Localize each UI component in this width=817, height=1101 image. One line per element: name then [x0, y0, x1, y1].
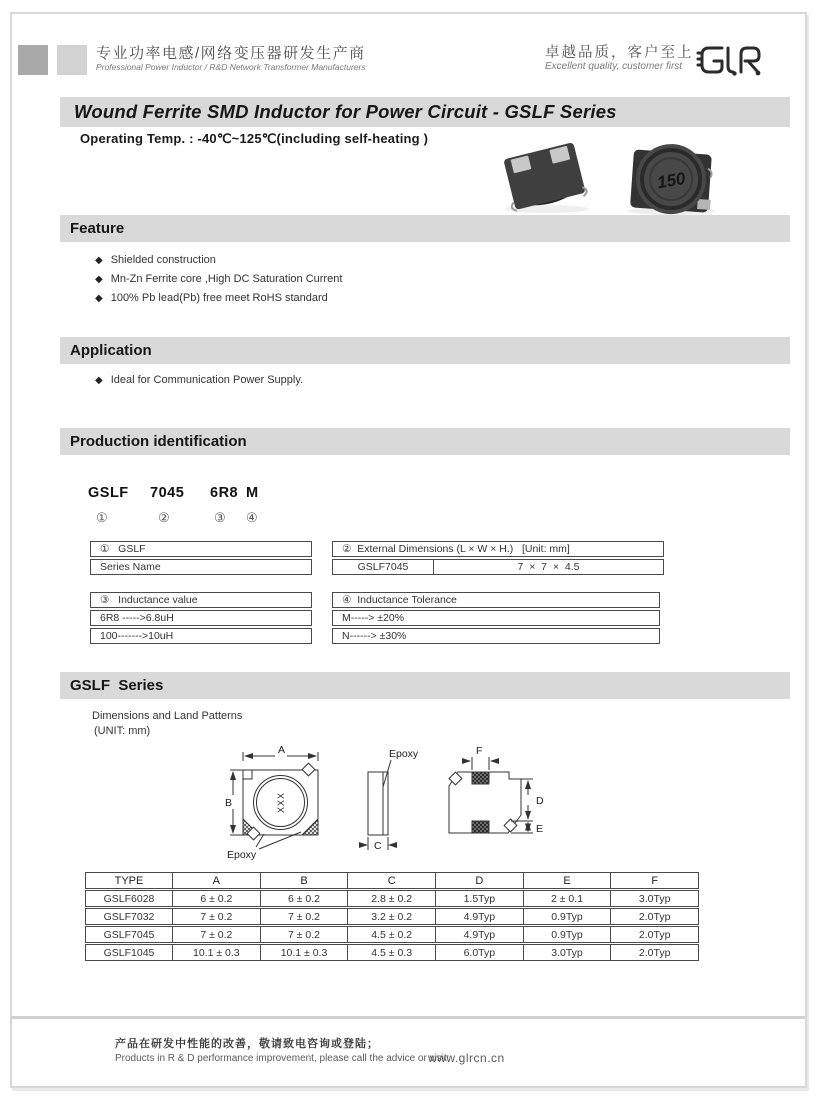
table-row: 100------->10uH	[90, 628, 312, 644]
dim-label-d: D	[536, 795, 544, 807]
footer-website-url: www.glrcn.cn	[428, 1051, 505, 1065]
table-cell: 2.8 ± 0.2	[347, 890, 436, 907]
list-item	[95, 273, 342, 285]
part-number-inductance: 6R8	[210, 485, 239, 501]
column-header: D	[435, 872, 524, 889]
table-row: Series Name	[90, 559, 312, 575]
section-heading-production-identification: Production identification	[60, 428, 790, 455]
table-header: ③ Inductance value	[90, 592, 312, 608]
epoxy-label: Epoxy	[389, 748, 419, 760]
table-row	[85, 944, 699, 961]
feature-item-text: 100% Pb lead(Pb) free meet RoHS standard	[110, 292, 328, 304]
table-cell: 4.9Typ	[435, 926, 524, 943]
table-cell: GSLF7032	[85, 908, 173, 925]
table-cell: 2.0Typ	[610, 926, 699, 943]
feature-list	[95, 254, 342, 311]
table-header: ② External Dimensions (L × W × H.) [Unit: mm]	[332, 541, 664, 557]
table-row: M-----> ±20%	[332, 610, 660, 626]
slogan-cn: 卓越品质，客户至上	[545, 45, 694, 61]
table-cell: 4.5 ± 0.3	[347, 944, 436, 961]
table-header: ④ Inductance Tolerance	[332, 592, 660, 608]
table-cell: 3.0Typ	[523, 944, 612, 961]
table-cell: 0.9Typ	[523, 926, 612, 943]
feature-item-text: Shielded construction	[110, 254, 216, 266]
external-dimensions-table	[332, 541, 664, 577]
company-name-cn: 专业功率电感/网络变压器研发生产商	[96, 45, 366, 62]
inductor-photo-bottom-view	[500, 142, 588, 214]
table-cell: 2 ± 0.1	[523, 890, 612, 907]
table-cell: 3.0Typ	[610, 890, 699, 907]
slogan-en: Excellent quality, customer first	[545, 61, 683, 72]
dimensions-subheading: Dimensions and Land Patterns	[92, 710, 243, 722]
dim-label-f: F	[476, 745, 483, 757]
column-header: C	[347, 872, 436, 889]
table-row: 6R8 ----->6.8uH	[90, 610, 312, 626]
part-number-series: GSLF	[88, 485, 129, 501]
footer-divider	[11, 1016, 805, 1019]
unit-note: (UNIT: mm)	[94, 725, 151, 737]
table-cell: 7 ± 0.2	[260, 926, 349, 943]
dim-label-a: A	[278, 745, 286, 756]
column-header: F	[610, 872, 699, 889]
application-item-text: Ideal for Communication Power Supply.	[110, 374, 304, 386]
table-cell: 7 ± 0.2	[260, 908, 349, 925]
table-cell: 4.5 ± 0.2	[347, 926, 436, 943]
table-header-row	[85, 872, 699, 889]
diamond-bullet-icon: ◆	[95, 273, 103, 285]
table-cell: 10.1 ± 0.3	[260, 944, 349, 961]
circled-number-4: ④	[246, 510, 258, 525]
column-header: E	[523, 872, 612, 889]
inductance-value-table	[90, 592, 312, 646]
company-name-en: Professional Power Inductor / R&D Network Transformer Manufacturers	[96, 62, 366, 72]
inductor-photo-top-view	[630, 141, 715, 216]
decor-square-dark	[18, 45, 48, 75]
column-header: B	[260, 872, 349, 889]
list-item	[95, 254, 342, 266]
table-cell: 10.1 ± 0.3	[172, 944, 261, 961]
table-cell: 0.9Typ	[523, 908, 612, 925]
table-header: ① GSLF	[90, 541, 312, 557]
circled-number-1: ①	[96, 510, 108, 525]
table-cell: 1.5Typ	[435, 890, 524, 907]
section-heading-gslf-series: GSLF Series	[60, 672, 790, 699]
table-cell: GSLF7045	[85, 926, 173, 943]
product-photos	[485, 136, 740, 221]
circled-number-2: ②	[158, 510, 170, 525]
inductance-marking: 150	[655, 168, 687, 193]
inductance-tolerance-table	[332, 592, 660, 646]
footer-note-cn: 产品在研发中性能的改善，敬请致电咨询或登陆；	[115, 1038, 379, 1050]
table-cell: GSLF1045	[85, 944, 173, 961]
dim-label-b: B	[225, 797, 233, 809]
table-cell: GSLF6028	[85, 890, 173, 907]
table-cell: 7 ± 0.2	[172, 926, 261, 943]
application-list	[95, 374, 303, 393]
dim-label-c: C	[374, 840, 382, 852]
part-number-tolerance: M	[246, 485, 259, 501]
column-header: A	[172, 872, 261, 889]
part-number-dimension: 7045	[150, 485, 185, 501]
table-cell-size: 7 × 7 × 4.5	[517, 561, 580, 573]
diamond-bullet-icon: ◆	[95, 374, 103, 386]
table-cell: 6 ± 0.2	[260, 890, 349, 907]
table-cell: 6 ± 0.2	[172, 890, 261, 907]
footer-note-en: Products in R & D performance improvement, please call the advice or visit:	[115, 1053, 450, 1064]
table-cell: 4.9Typ	[435, 908, 524, 925]
table-cell: 3.2 ± 0.2	[347, 908, 436, 925]
dimensions-table	[85, 872, 699, 962]
epoxy-label: Epoxy	[227, 849, 257, 861]
diamond-bullet-icon: ◆	[95, 254, 103, 266]
table-row	[85, 890, 699, 907]
glr-logo-icon	[688, 38, 764, 89]
decor-square-light	[57, 45, 87, 75]
circled-number-3: ③	[214, 510, 226, 525]
table-row: N------> ±30%	[332, 628, 660, 644]
table-cell: 2.0Typ	[610, 908, 699, 925]
list-item	[95, 374, 303, 386]
table-row	[332, 559, 664, 575]
table-cell-model: GSLF7045	[333, 560, 434, 574]
table-cell: 6.0Typ	[435, 944, 524, 961]
column-header: TYPE	[85, 872, 173, 889]
section-heading-feature: Feature	[60, 215, 790, 242]
table-cell: 7 ± 0.2	[172, 908, 261, 925]
table-row	[85, 926, 699, 943]
dim-label-e: E	[536, 823, 544, 835]
series-name-table	[90, 541, 312, 577]
page-title: Wound Ferrite SMD Inductor for Power Circuit - GSLF Series	[60, 97, 790, 127]
table-cell: 2.0Typ	[610, 944, 699, 961]
winding-marking-label: XXX	[276, 791, 286, 814]
feature-item-text: Mn-Zn Ferrite core ,High DC Saturation Current	[110, 273, 343, 285]
operating-temp-text: Operating Temp. : -40℃~125℃(including self-heating )	[80, 131, 429, 146]
list-item	[95, 292, 342, 304]
section-heading-application: Application	[60, 337, 790, 364]
diamond-bullet-icon: ◆	[95, 292, 103, 304]
table-row	[85, 908, 699, 925]
dimension-diagrams	[225, 745, 560, 878]
